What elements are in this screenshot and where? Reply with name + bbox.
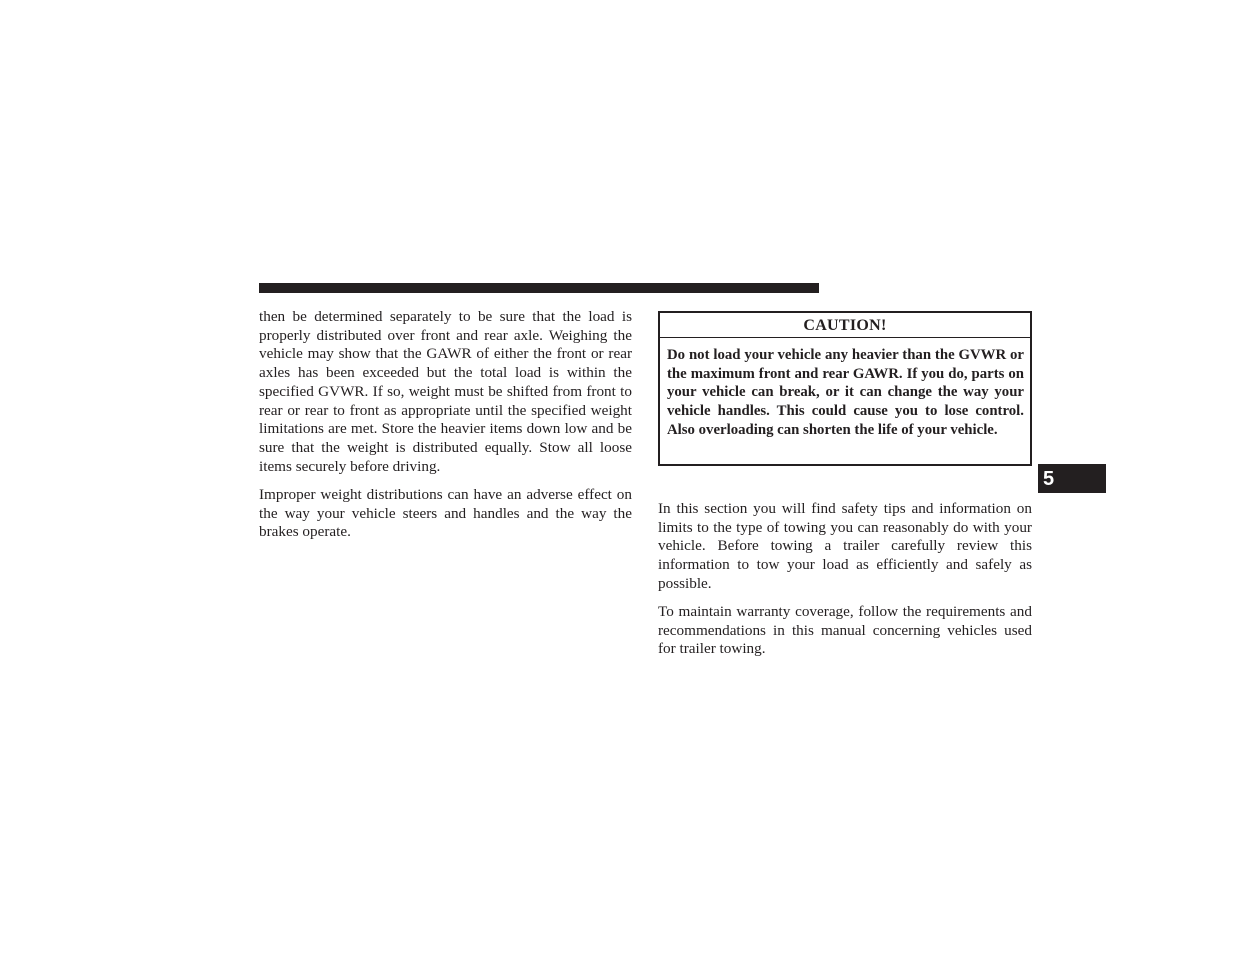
header-rule: [259, 283, 819, 293]
caution-box: [658, 311, 1032, 466]
left-column: [259, 308, 632, 551]
paragraph-towing-intro: In this section you will find safety tips and information on limits to the type of towing you can reasonably do with your vehicle. Before towing a trailer carefully review this information to tow your load as efficiently and safely as possible.: [658, 500, 1032, 592]
chapter-number: 5: [1043, 468, 1055, 490]
paragraph-improper-distribution: Improper weight distributions can have an adverse effect on the way your vehicle steers and handles and the way the brakes operate.: [259, 485, 632, 541]
paragraph-warranty: To maintain warranty coverage, follow the requirements and recommendations in this manual concerning vehicles used for trailer towing.: [658, 603, 1032, 658]
right-column: [658, 500, 1032, 669]
paragraph-weight-distribution: then be determined separately to be sure that the load is properly distributed over front and rear axle. Weighing the vehicle may show that the GAWR of either the front or rear axles has been exceeded but the total load is within the specified GVWR. If so, weight must be shifted from front to rear or rear to front as appropriate until the specified weight limitations are met. Store the heavier items down low and be sure that the weight is distributed equally. Stow all loose items securely before driving.: [259, 308, 632, 475]
caution-body: Do not load your vehicle any heavier than the GVWR or the maximum front and rear GAWR. If you do, parts on your vehicle can break, or it can change the way your vehicle handles. This could cause you to lose control. Also overloading can shorten the life of your vehicle.: [667, 347, 1024, 438]
chapter-tab: [1038, 464, 1106, 493]
caution-title: CAUTION!: [660, 313, 1030, 338]
